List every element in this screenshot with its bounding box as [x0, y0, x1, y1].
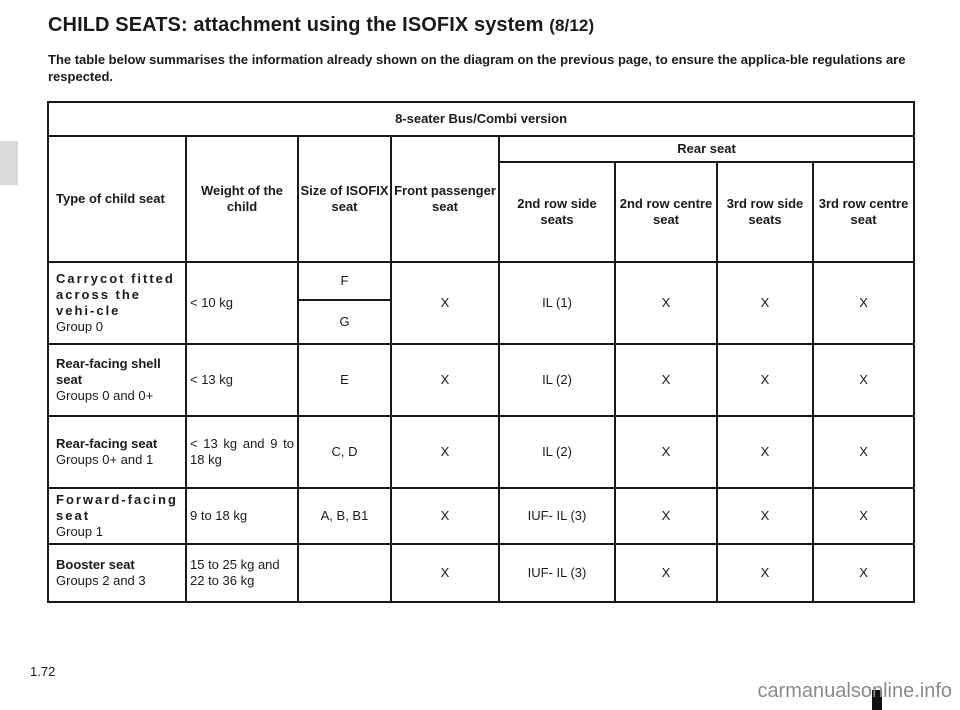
cell-row3-side: X	[717, 262, 813, 344]
cell-row2-side: IL (1)	[499, 262, 615, 344]
header-row2-side: 2nd row side seats	[499, 162, 615, 262]
row-label-main: Rear-facing seat	[56, 436, 158, 451]
section-tab-marker	[0, 141, 18, 185]
cell-row3-side: X	[717, 544, 813, 602]
header-size: Size of ISOFIX seat	[298, 136, 391, 262]
row-label-main: Forward-facing seat	[56, 492, 178, 523]
table-row	[48, 488, 914, 544]
table-caption: 8-seater Bus/Combi version	[48, 102, 914, 136]
cell-row2-centre: X	[615, 344, 717, 416]
cell-size	[298, 544, 391, 602]
row-label-main: Rear-facing shell seat	[56, 356, 161, 387]
watermark: carmanualsonline.info	[757, 680, 952, 702]
table-row	[48, 416, 914, 488]
cell-front: X	[391, 416, 499, 488]
cell-size: G	[298, 300, 391, 344]
row-label-group: Group 1	[56, 524, 103, 539]
cell-front: X	[391, 344, 499, 416]
header-row3-side: 3rd row side seats	[717, 162, 813, 262]
isofix-table	[47, 101, 915, 603]
cell-row2-centre: X	[615, 262, 717, 344]
cell-front: X	[391, 488, 499, 544]
cell-row3-centre: X	[813, 544, 914, 602]
header-front: Front passenger seat	[391, 136, 499, 262]
cell-row3-side: X	[717, 488, 813, 544]
header-row3-centre: 3rd row centre seat	[813, 162, 914, 262]
cell-row2-side: IL (2)	[499, 416, 615, 488]
page-number: 1.72	[30, 664, 56, 679]
cell-weight: < 13 kg and 9 to 18 kg	[186, 416, 298, 488]
row-label-group: Groups 0 and 0+	[56, 388, 154, 403]
cell-front: X	[391, 262, 499, 344]
row-label	[48, 544, 186, 602]
row-label	[48, 488, 186, 544]
table-row	[48, 344, 914, 416]
header-row	[48, 136, 914, 162]
row-label-group: Groups 2 and 3	[56, 573, 146, 588]
title-text: CHILD SEATS: attachment using the ISOFIX system	[48, 14, 544, 36]
cell-row2-centre: X	[615, 416, 717, 488]
row-label-group: Groups 0+ and 1	[56, 452, 154, 467]
cell-row3-centre: X	[813, 488, 914, 544]
row-label	[48, 416, 186, 488]
caption-row	[48, 102, 914, 136]
cell-row3-side: X	[717, 416, 813, 488]
row-label-main: Carrycot fitted across the vehi-cle	[56, 271, 175, 318]
page-indicator: (8/12)	[549, 16, 595, 35]
cell-weight: 9 to 18 kg	[186, 488, 298, 544]
row-label	[48, 262, 186, 344]
cell-weight: < 13 kg	[186, 344, 298, 416]
cell-row3-centre: X	[813, 416, 914, 488]
cell-row3-side: X	[717, 344, 813, 416]
cell-row2-centre: X	[615, 544, 717, 602]
header-weight: Weight of the child	[186, 136, 298, 262]
cell-size: E	[298, 344, 391, 416]
cell-row3-centre: X	[813, 262, 914, 344]
cell-front: X	[391, 544, 499, 602]
table-row	[48, 262, 914, 300]
cell-weight: < 10 kg	[186, 262, 298, 344]
intro-paragraph: The table below summarises the information already shown on the diagram on the previous page, to ensure the applica-ble regulations are respected.	[48, 52, 906, 84]
cell-row2-side: IUF- IL (3)	[499, 488, 615, 544]
cell-row2-side: IL (2)	[499, 344, 615, 416]
cell-size: C, D	[298, 416, 391, 488]
table-row	[48, 544, 914, 602]
header-type: Type of child seat	[48, 136, 186, 262]
cell-row3-centre: X	[813, 344, 914, 416]
cell-row2-side: IUF- IL (3)	[499, 544, 615, 602]
header-rear-seat: Rear seat	[499, 136, 914, 162]
row-label	[48, 344, 186, 416]
cell-size: A, B, B1	[298, 488, 391, 544]
cell-size: F	[298, 262, 391, 300]
page-title	[48, 14, 594, 37]
cell-weight: 15 to 25 kg and 22 to 36 kg	[186, 544, 298, 602]
header-row2-centre: 2nd row centre seat	[615, 162, 717, 262]
row-label-main: Booster seat	[56, 557, 135, 572]
row-label-group: Group 0	[56, 319, 103, 334]
cell-row2-centre: X	[615, 488, 717, 544]
